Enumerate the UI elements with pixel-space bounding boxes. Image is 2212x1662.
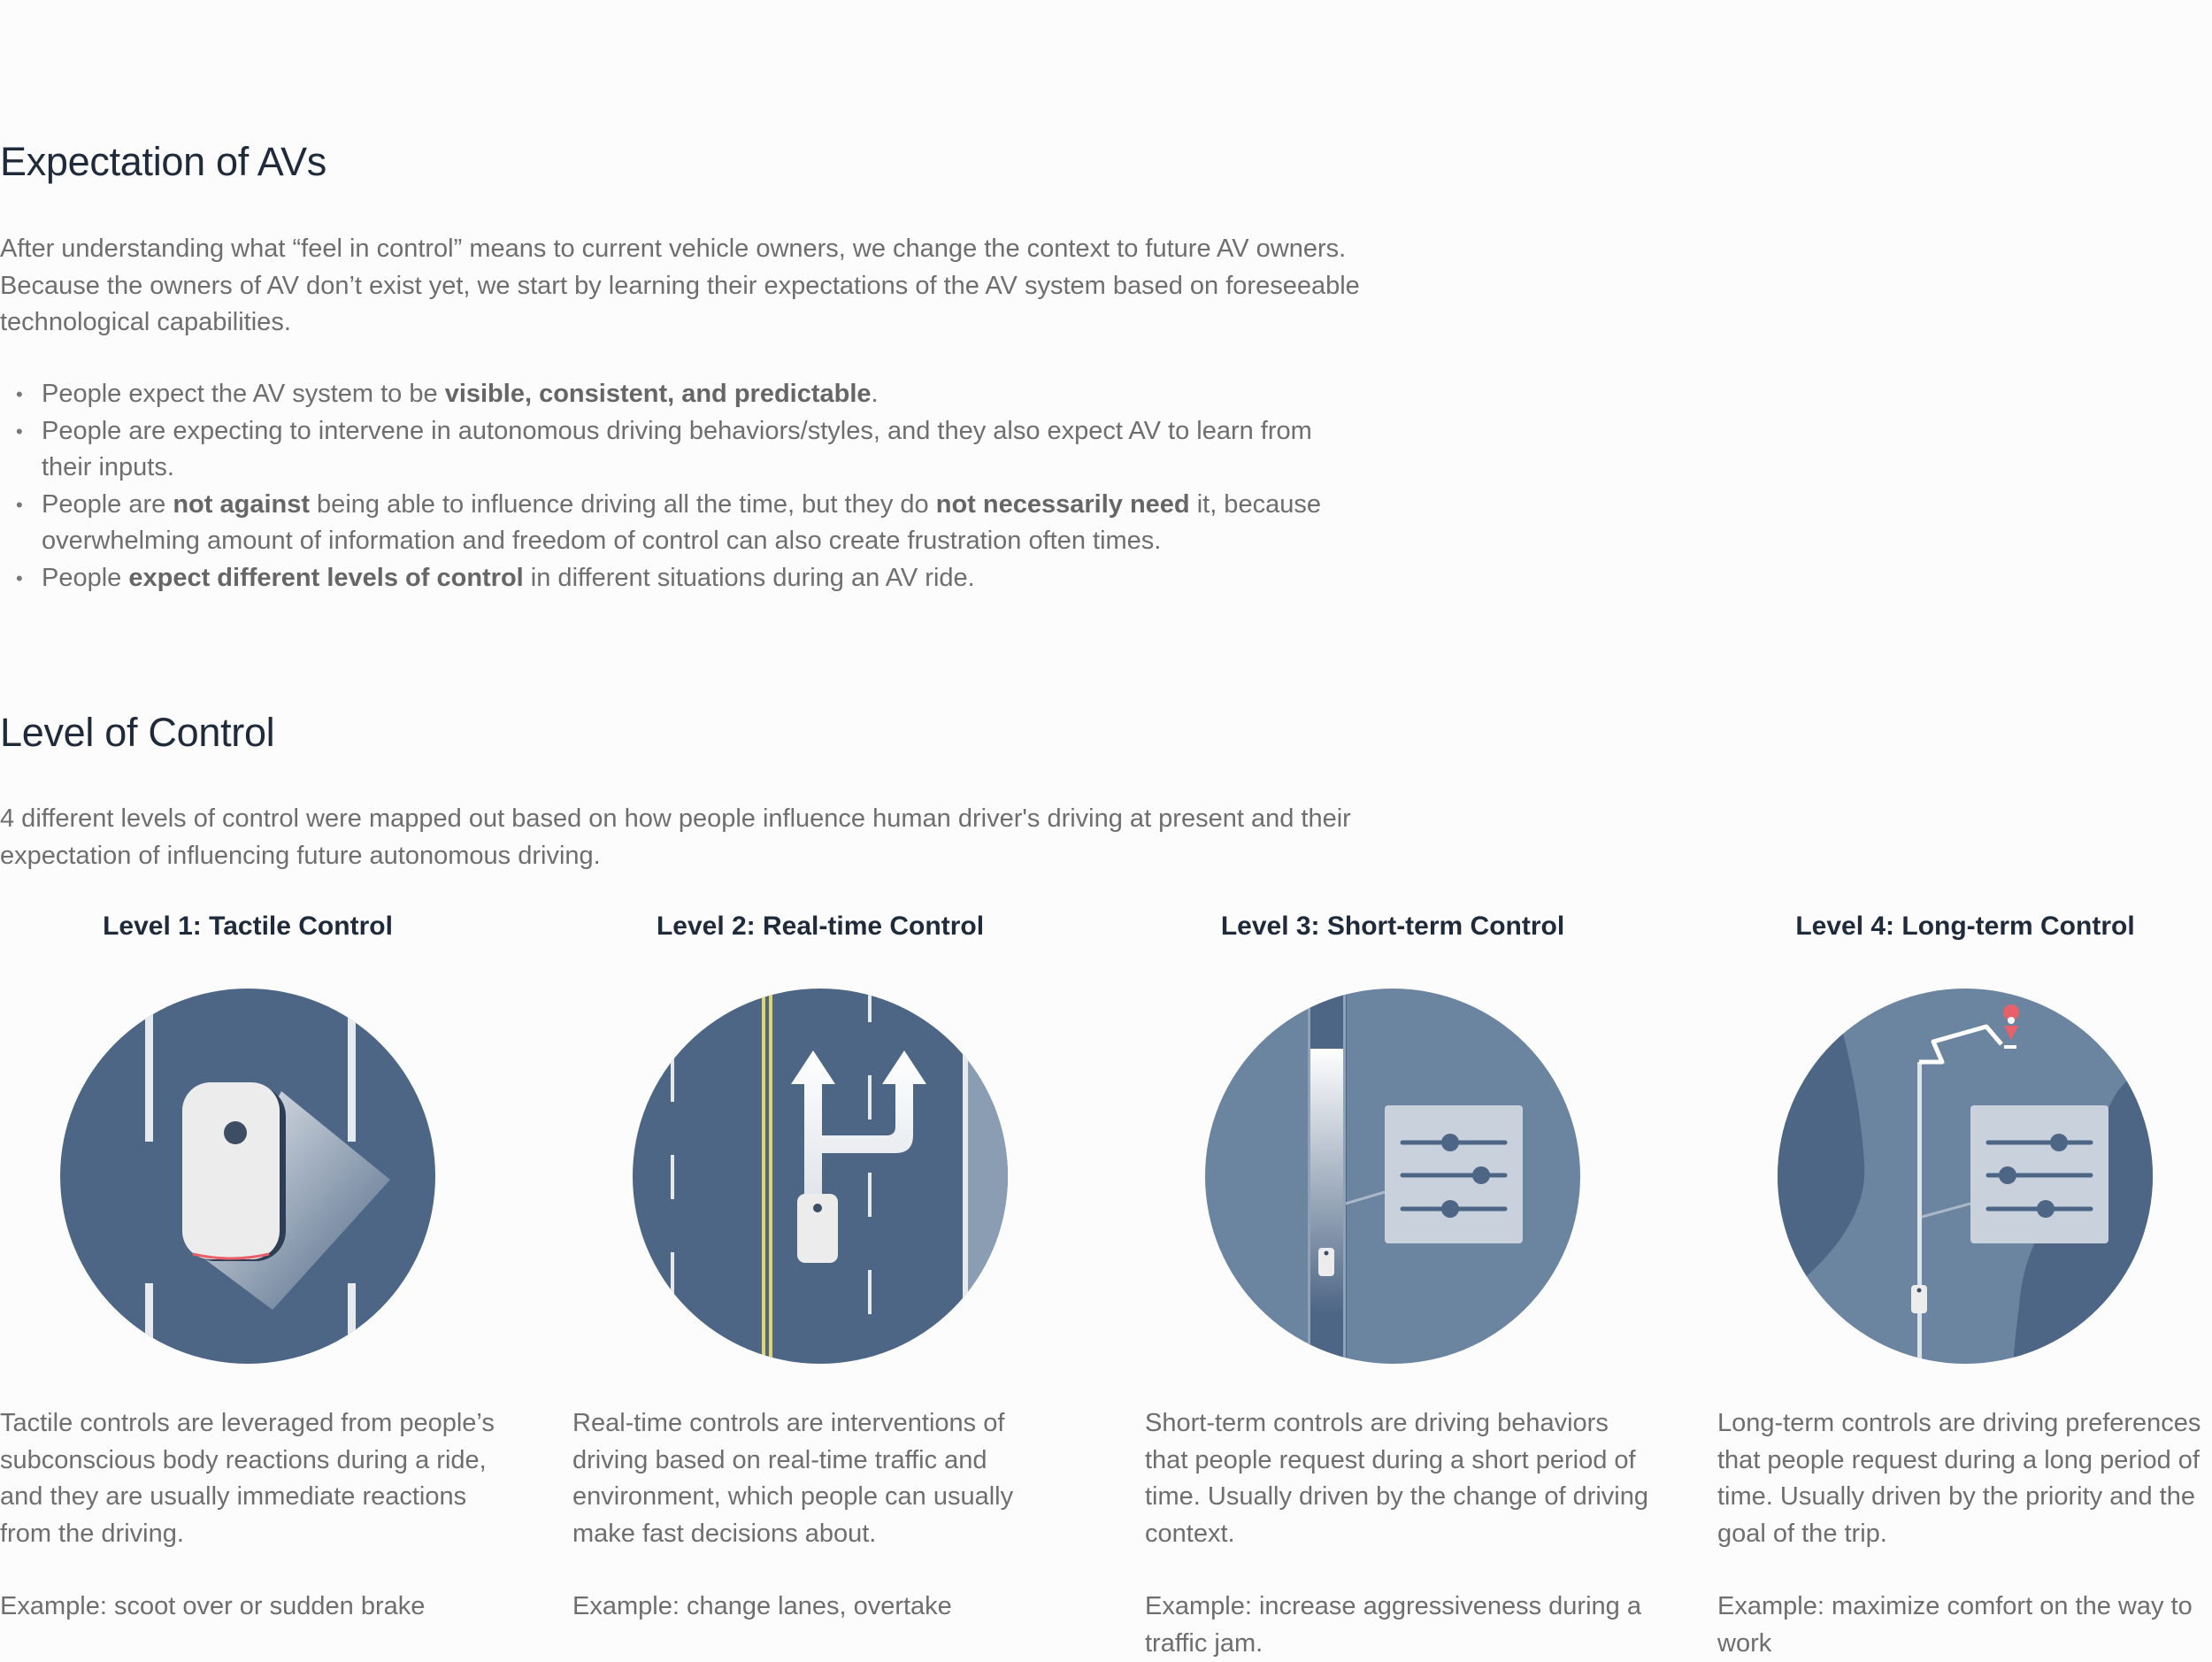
level-title: Level 4: Long-term Control	[1795, 912, 2135, 941]
expectation-intro: After understanding what “feel in control” means to current vehicle owners, we change the context to future AV owners. Because the owners of AV don’t exist yet, we start by learning their expectations of the AV system based on foreseeable technological capabilities.	[0, 235, 1360, 336]
section-heading-level-of-control: Level of Control	[0, 710, 275, 755]
section-heading-expectation: Expectation of AVs	[0, 139, 326, 184]
level-description: Long-term controls are driving preferences that people request during a long period of time. Usually driven by the priority and the goal of the trip.	[1717, 1409, 2201, 1548]
lane-change-icon	[631, 987, 1010, 1366]
level-title: Level 3: Short-term Control	[1220, 912, 1565, 941]
list-item: • People expect the AV system to be visible, consistent, and predictable.	[0, 376, 1363, 413]
level-example: Example: change lanes, overtake	[572, 1592, 952, 1620]
list-item: • People expect different levels of control in different situations during an AV ride.	[0, 560, 1363, 597]
level-title: Level 2: Real-time Control	[656, 912, 985, 941]
level-description: Real-time controls are interventions of driving based on real-time traffic and environment, which people can usually make fast decisions about.	[572, 1409, 1014, 1548]
list-item: • People are not against being able to influence driving all the time, but they do not necessarily need it, because overwhelming amount of information and freedom of control can also create frustration often times.	[0, 487, 1363, 560]
level-title: Level 1: Tactile Control	[103, 912, 393, 941]
expectation-bullet-list	[0, 376, 1363, 596]
level-description: Short-term controls are driving behaviors that people request during a short period of time. Usually driven by the change of driving context.	[1145, 1409, 1649, 1548]
level-example: Example: increase aggressiveness during a traffic jam.	[1145, 1592, 1641, 1658]
level-example: Example: maximize comfort on the way to work	[1717, 1592, 2193, 1658]
short-term-settings-icon	[1203, 987, 1582, 1366]
list-item: • People are expecting to intervene in autonomous driving behaviors/styles, and they also expect AV to learn from their inputs.	[0, 413, 1363, 487]
car-tactile-icon	[58, 987, 437, 1366]
control-intro: 4 different levels of control were mapped out based on how people influence human driver's driving at present and their expectation of influencing future autonomous driving.	[0, 804, 1351, 870]
long-term-route-icon	[1776, 987, 2154, 1366]
level-description: Tactile controls are leveraged from people’s subconscious body reactions during a ride, and they are usually immediate reactions from the driving.	[0, 1409, 495, 1548]
level-example: Example: scoot over or sudden brake	[0, 1592, 426, 1620]
